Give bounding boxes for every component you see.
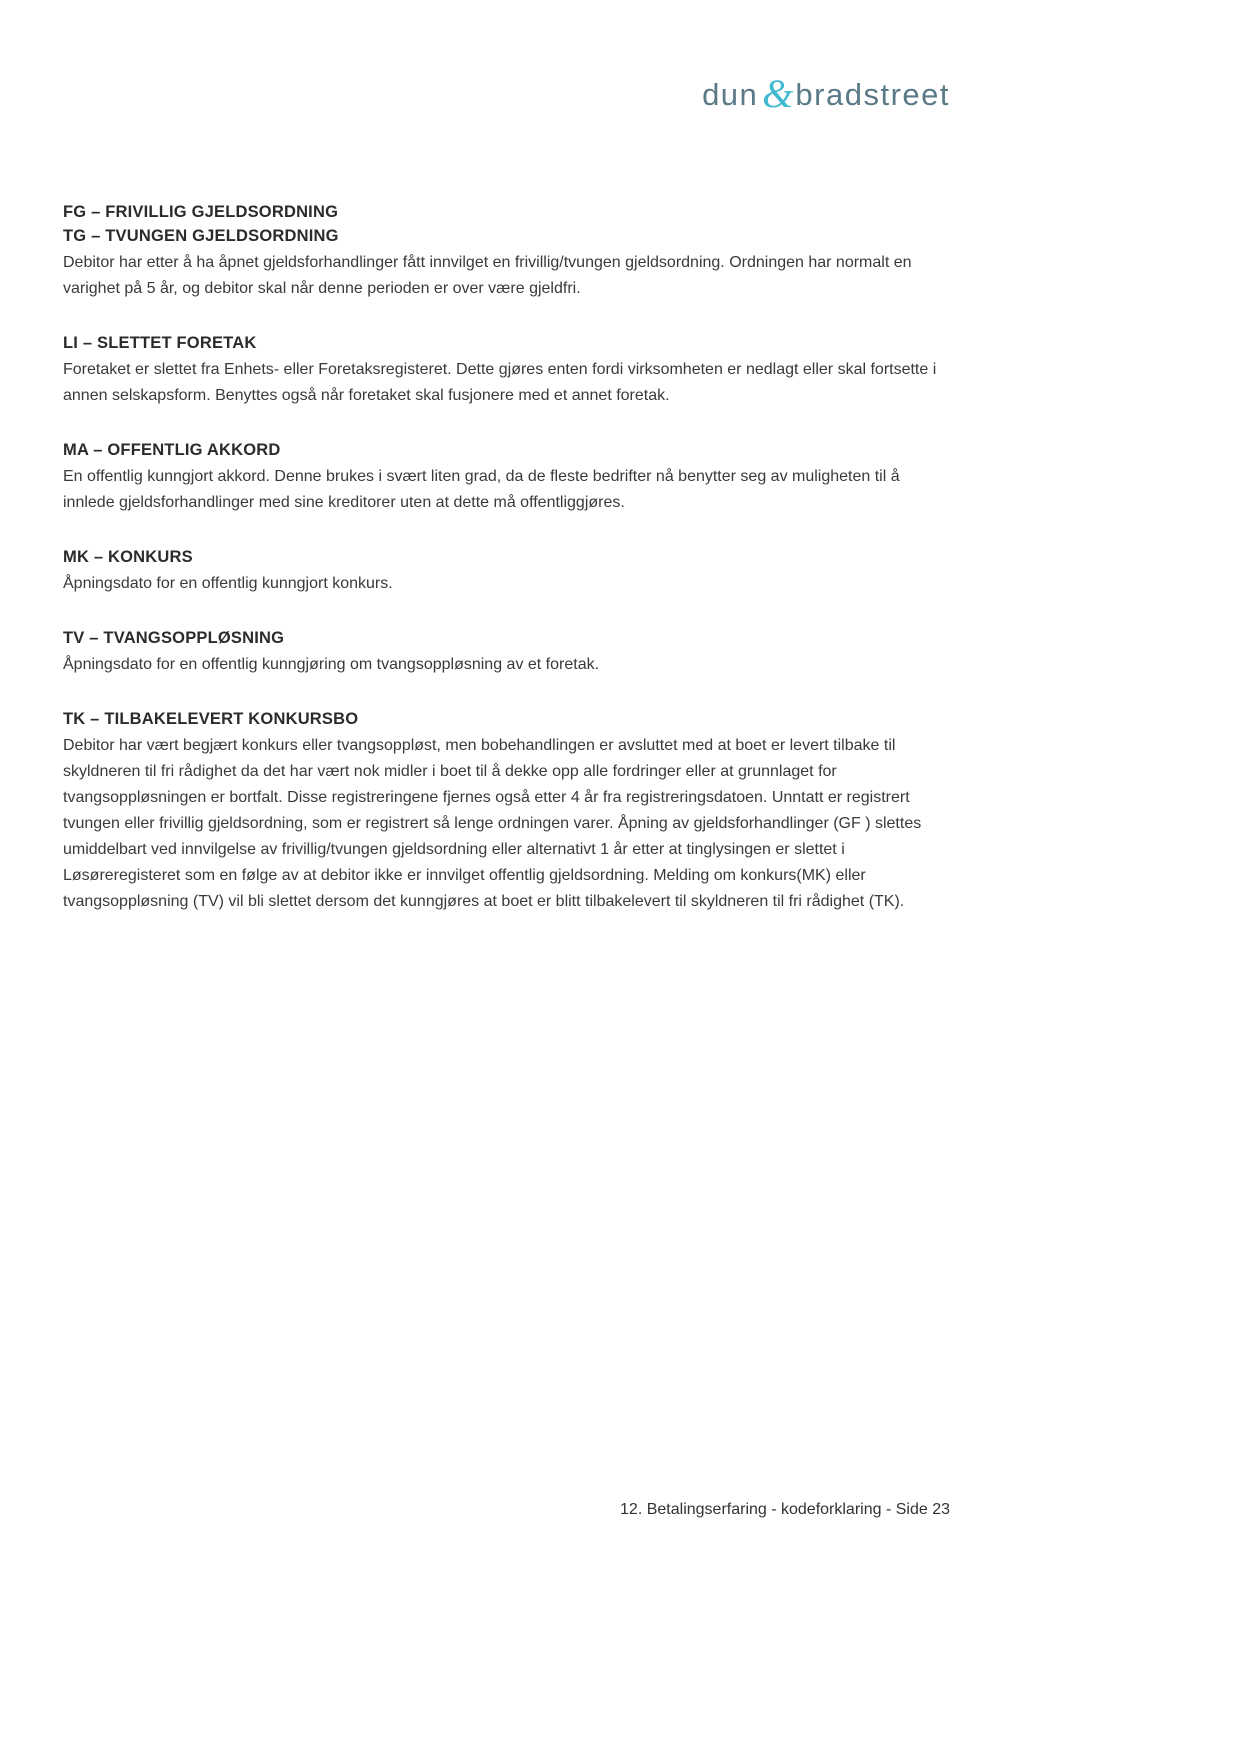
logo-word-dun: dun bbox=[702, 77, 759, 112]
page-footer bbox=[620, 1501, 950, 1519]
section-paragraph: En offentlig kunngjort akkord. Denne brukes i svært liten grad, da de fleste bedrifter nå benytter seg av muligheten til å innlede gjeldsforhandlinger med sine kreditorer uten at dette må offentliggjøres. bbox=[63, 468, 900, 511]
section-paragraph: Foretaket er slettet fra Enhets- eller Foretaksregisteret. Dette gjøres enten fordi virksomheten er nedlagt eller skal fortsette i annen selskapsform. Benyttes også når foretaket skal fusjonere med et annet foretak. bbox=[63, 361, 937, 404]
section-heading: LI – SLETTET FORETAK bbox=[63, 334, 257, 352]
section-li bbox=[63, 331, 955, 409]
section-heading: TK – TILBAKELEVERT KONKURSBO bbox=[63, 710, 359, 728]
dun-bradstreet-logo bbox=[702, 68, 950, 115]
document-body bbox=[63, 200, 955, 944]
logo-ampersand-icon: & bbox=[762, 71, 794, 116]
section-mk bbox=[63, 545, 955, 597]
section-ma bbox=[63, 438, 955, 516]
section-heading: FG – FRIVILLIG GJELDSORDNING bbox=[63, 203, 339, 221]
section-paragraph: Debitor har etter å ha åpnet gjeldsforhandlinger fått innvilget en frivillig/tvungen gjeldsordning. Ordningen har normalt en varighet på 5 år, og debitor skal når denne perioden er over være gjeldfri. bbox=[63, 254, 912, 297]
footer-text: 12. Betalingserfaring - kodeforklaring - Side 23 bbox=[620, 1501, 950, 1518]
section-heading: TG – TVUNGEN GJELDSORDNING bbox=[63, 227, 339, 245]
section-heading: MA – OFFENTLIG AKKORD bbox=[63, 441, 281, 459]
section-paragraph: Åpningsdato for en offentlig kunngjort konkurs. bbox=[63, 575, 393, 592]
section-paragraph: Debitor har vært begjært konkurs eller tvangsoppløst, men bobehandlingen er avsluttet med at boet er levert tilbake til skyldneren til fri rådighet da det har vært nok midler i boet til å dekke opp alle fordringer eller at grunnlaget for tvangsoppløsningen er bortfalt. Disse registreringene fjernes også etter 4 år fra registreringsdatoen. Unntatt er registrert tvungen eller frivillig gjeldsordning, som er registrert så lenge ordningen varer. Åpning av gjeldsforhandlinger (GF ) slettes umiddelbart ved innvilgelse av frivillig/tvungen gjeldsordning eller alternativt 1 år etter at tinglysingen er slettet i Løsøreregisteret som en følge av at debitor ikke er innvilget offentlig gjeldsordning. Melding om konkurs(MK) eller tvangsoppløsning (TV) vil bli slettet dersom det kunngjøres at boet er blitt tilbakelevert til skyldneren til fri rådighet (TK). bbox=[63, 737, 922, 910]
section-heading: MK – KONKURS bbox=[63, 548, 193, 566]
section-heading: TV – TVANGSOPPLØSNING bbox=[63, 629, 285, 647]
section-tk bbox=[63, 707, 955, 915]
section-fg-tg bbox=[63, 200, 955, 302]
logo-word-bradstreet: bradstreet bbox=[795, 77, 950, 112]
section-tv bbox=[63, 626, 955, 678]
section-paragraph: Åpningsdato for en offentlig kunngjøring om tvangsoppløsning av et foretak. bbox=[63, 656, 600, 673]
